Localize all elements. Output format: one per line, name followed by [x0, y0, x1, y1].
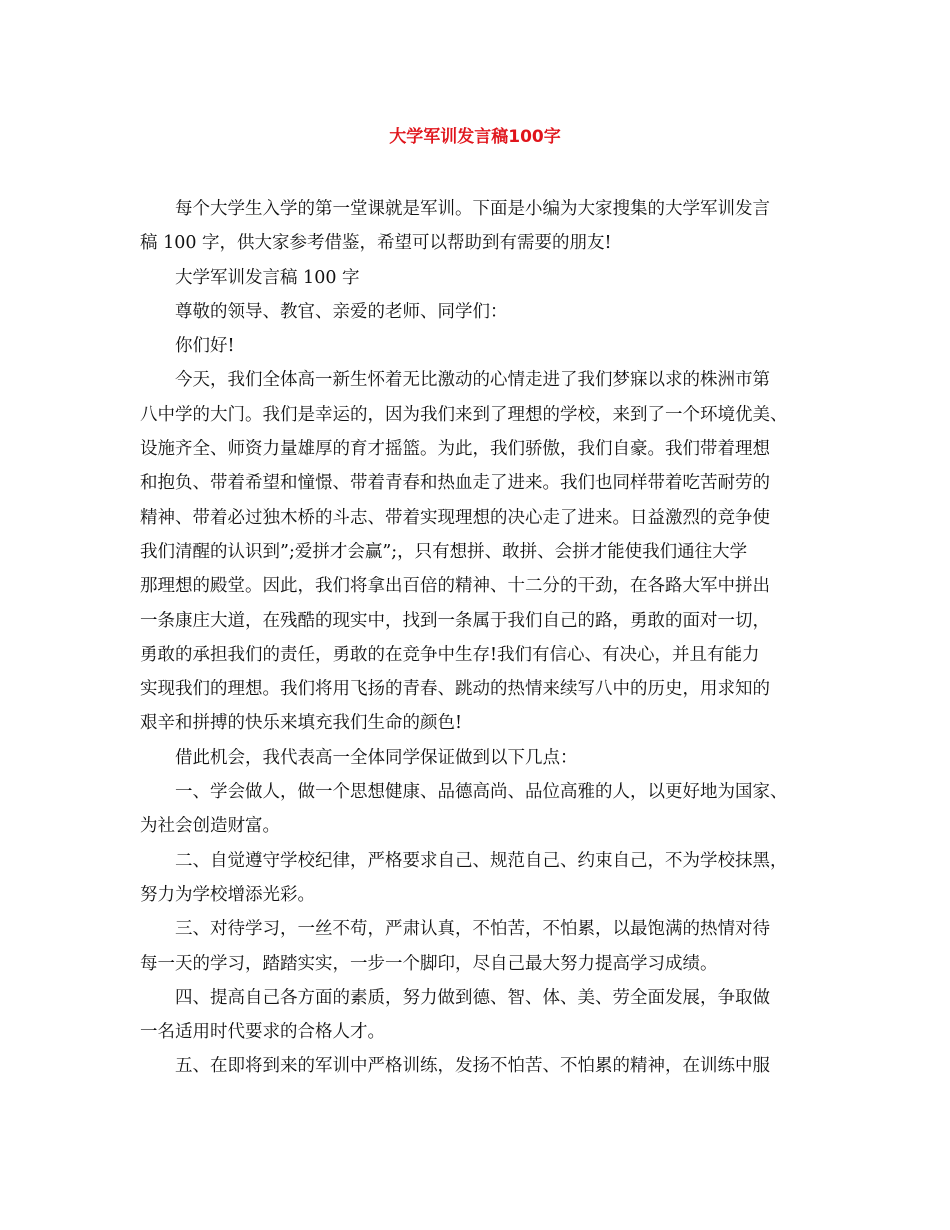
- paragraph-line: 二、自觉遵守学校纪律，严格要求自己、规范自己、约束自己，不为学校抹黑，: [175, 850, 788, 871]
- paragraph-line: 三、对待学习，一丝不苟，严肃认真，不怕苦，不怕累，以最饱满的热情对待: [175, 919, 770, 940]
- document-title: 大学军训发言稿100字: [389, 127, 561, 147]
- paragraph-line: 借此机会，我代表高一全体同学保证做到以下几点：: [175, 747, 578, 768]
- paragraph-line: 实现我们的理想。我们将用飞扬的青春、跳动的热情来续写八中的历史，用求知的: [140, 679, 770, 700]
- paragraph-line: 八中学的大门。我们是幸运的，因为我们来到了理想的学校，来到了一个环境优美、: [140, 404, 788, 425]
- paragraph: [140, 775, 825, 844]
- paragraph: [140, 844, 825, 913]
- paragraph-line: 五、在即将到来的军训中严格训练，发扬不怕苦、不怕累的精神，在训练中服: [175, 1056, 770, 1077]
- paragraph: [140, 981, 825, 1050]
- paragraph: [140, 912, 825, 981]
- paragraph: [140, 741, 825, 775]
- paragraph-line: 为社会创造财富。: [140, 816, 280, 837]
- paragraph-line: 努力为学校增添光彩。: [140, 884, 315, 905]
- paragraph: [140, 192, 825, 261]
- paragraph: [140, 363, 825, 740]
- paragraph-line: 今天，我们全体高一新生怀着无比激动的心情走进了我们梦寐以求的株洲市第: [175, 370, 770, 391]
- paragraph-line: 你们好!: [175, 336, 235, 357]
- paragraph: [140, 261, 825, 295]
- paragraph-line: 四、提高自己各方面的素质，努力做到德、智、体、美、劳全面发展，争取做: [175, 987, 770, 1008]
- paragraph-line: 大学军训发言稿 100 字: [175, 267, 360, 288]
- paragraph-line: 一条康庄大道，在残酷的现实中，找到一条属于我们自己的路，勇敢的面对一切，: [140, 610, 770, 631]
- paragraph-line: 精神、带着必过独木桥的斗志、带着实现理想的决心走了进来。日益激烈的竞争使: [140, 507, 770, 528]
- paragraph-line: 每一天的学习，踏踏实实，一步一个脚印，尽自己最大努力提高学习成绩。: [140, 953, 718, 974]
- document-body: [140, 192, 825, 1084]
- paragraph: [140, 329, 825, 363]
- paragraph-line: 那理想的殿堂。因此，我们将拿出百倍的精神、十二分的干劲，在各路大军中拼出: [140, 576, 770, 597]
- paragraph-line: 勇敢的承担我们的责任，勇敢的在竞争中生存!我们有信心、有决心，并且有能力: [140, 644, 760, 665]
- paragraph: [140, 1049, 825, 1083]
- paragraph-line: 我们清醒的认识到”;爱拼才会赢”;，只有想拼、敢拼、会拼才能使我们通往大学: [140, 541, 748, 562]
- paragraph-line: 设施齐全、师资力量雄厚的育才摇篮。为此，我们骄傲，我们自豪。我们带着理想: [140, 439, 770, 460]
- paragraph-line: 一、学会做人，做一个思想健康、品德高尚、品位高雅的人，以更好地为国家、: [175, 782, 788, 803]
- paragraph-line: 艰辛和拼搏的快乐来填充我们生命的颜色!: [140, 713, 463, 734]
- paragraph-line: 稿 100 字，供大家参考借鉴，希望可以帮助到有需要的朋友!: [140, 233, 612, 254]
- paragraph: [140, 295, 825, 329]
- paragraph-line: 一名适用时代要求的合格人才。: [140, 1022, 385, 1043]
- paragraph-line: 和抱负、带着希望和憧憬、带着青春和热血走了进来。我们也同样带着吃苦耐劳的: [140, 473, 770, 494]
- paragraph-line: 每个大学生入学的第一堂课就是军训。下面是小编为大家搜集的大学军训发言: [175, 199, 770, 219]
- paragraph-line: 尊敬的领导、教官、亲爱的老师、同学们：: [175, 301, 508, 322]
